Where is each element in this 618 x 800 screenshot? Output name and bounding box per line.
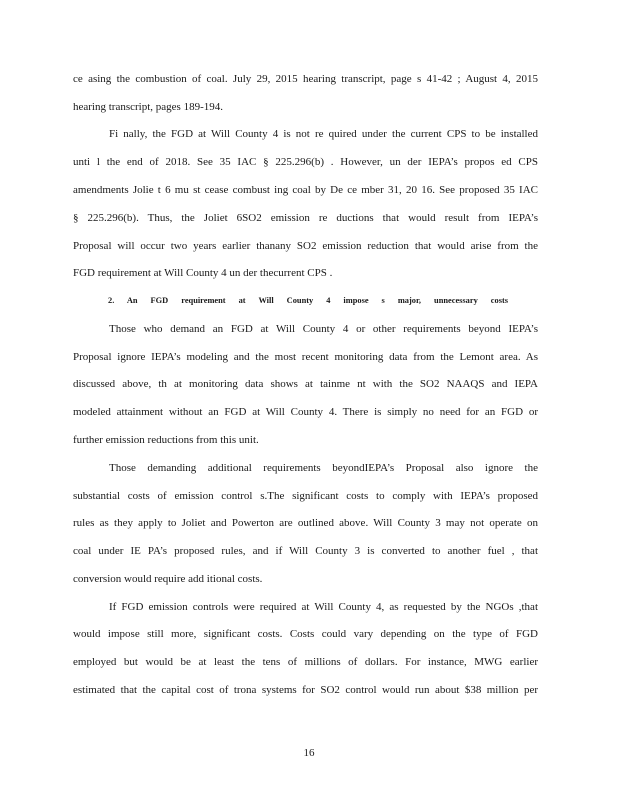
body-line: Proposal ignore IEPA’s modeling and the most recent monitoring data from the Lemont area. As xyxy=(73,351,538,363)
body-line: coal under IE PA’s proposed rules, and if Will County 3 is converted to another fuel , that xyxy=(73,545,538,557)
body-line: further emission reductions from this unit. xyxy=(73,434,259,446)
body-line: hearing transcript, pages 189-194. xyxy=(73,101,223,113)
body-line: Fi nally, the FGD at Will County 4 is not re quired under the current CPS to be installed xyxy=(109,128,538,140)
body-line: employed but would be at least the tens of millions of dollars. For instance, MWG earlier xyxy=(73,656,538,668)
body-line: FGD requirement at Will County 4 un der thecurrent CPS . xyxy=(73,267,333,279)
body-line: substantial costs of emission control s.The significant costs to comply with IEPA’s proposed xyxy=(73,490,538,502)
body-line: ce asing the combustion of coal. July 29, 2015 hearing transcript, page s 41-42 ; August 4, 2015 xyxy=(73,73,538,85)
body-line: Those who demand an FGD at Will County 4 or other requirements beyond IEPA’s xyxy=(109,323,538,335)
body-line: estimated that the capital cost of trona systems for SO2 control would run about $38 million per xyxy=(73,684,538,696)
body-line: § 225.296(b). Thus, the Joliet 6SO2 emission re ductions that would result from IEPA’s xyxy=(73,212,538,224)
body-line: discussed above, th at monitoring data shows at tainme nt with the SO2 NAAQS and IEPA xyxy=(73,378,538,390)
body-line: rules as they apply to Joliet and Powerton are outlined above. Will County 3 may not operate on xyxy=(73,517,538,529)
body-line: conversion would require add itional costs. xyxy=(73,573,263,585)
body-line: modeled attainment without an FGD at Will County 4. There is simply no need for an FGD or xyxy=(73,406,538,418)
body-line: Those demanding additional requirements beyondIEPA’s Proposal also ignore the xyxy=(109,462,538,474)
body-line: Proposal will occur two years earlier thanany SO2 emission reduction that would arise from the xyxy=(73,240,538,252)
body-line: would impose still more, significant costs. Costs could vary depending on the type of FGD xyxy=(73,628,538,640)
page-number: 16 xyxy=(303,747,315,759)
section-heading: 2. An FGD requirement at Will County 4 impose s major, unnecessary costs xyxy=(108,296,508,305)
body-line: amendments Jolie t 6 mu st cease combust ing coal by De ce mber 31, 20 16. See proposed 35 IAC xyxy=(73,184,538,196)
body-line: If FGD emission controls were required at Will County 4, as requested by the NGOs ,that xyxy=(109,601,538,613)
body-line: unti l the end of 2018. See 35 IAC § 225.296(b) . However, un der IEPA’s propos ed CPS xyxy=(73,156,538,168)
